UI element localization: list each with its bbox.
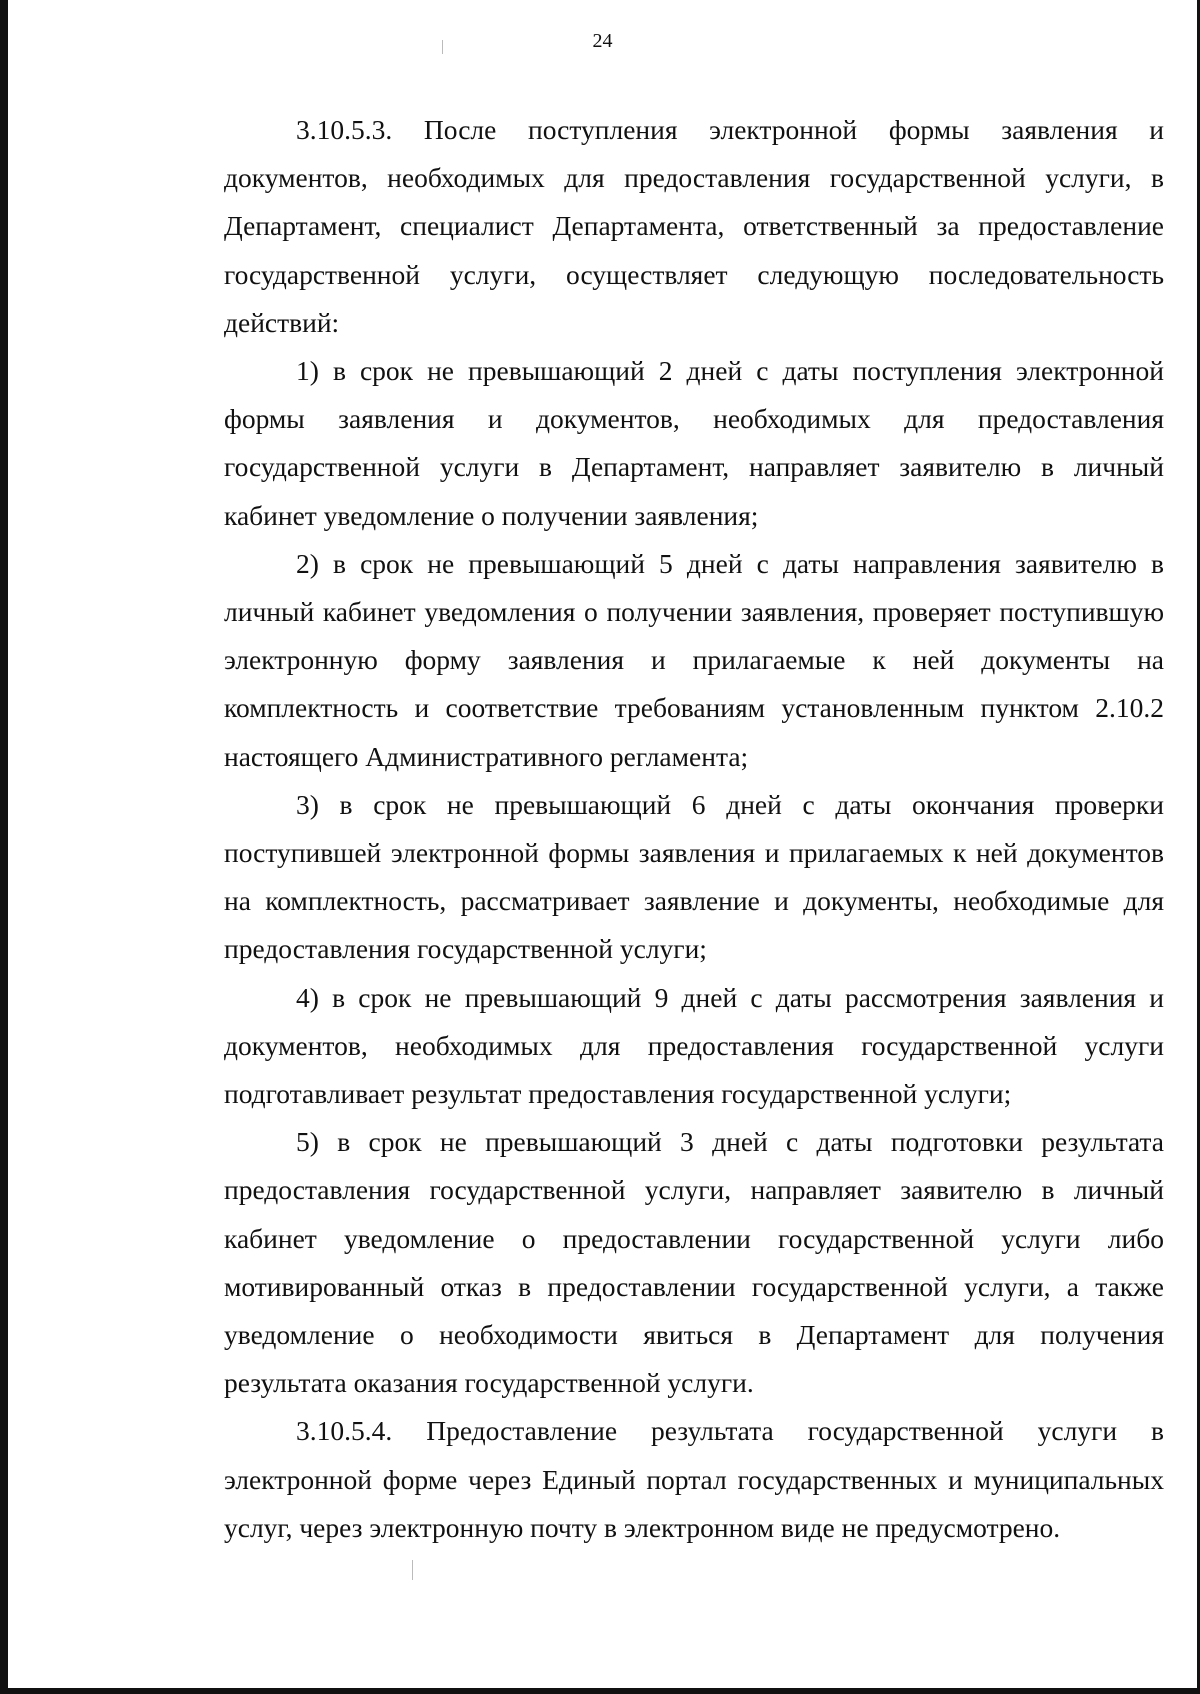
list-item-3: 3) в срок не превышающий 6 дней с даты окончания проверки поступившей электронной формы заявления и прилагаемых к ней документов на комплектность, рассматривает заявление и документы, необходимые для предоставления государственной услуги; (224, 788, 1164, 965)
list-item-5: 5) в срок не превышающий 3 дней с даты подготовки результата предоставления государственной услуги, направляет заявителю в личный кабинет уведомление о предоставлении государственной услуги либо мотивированный отказ в предоставлении государственной услуги, а также уведомление о необходимости явиться в Департамент для получения результата оказания государственной услуги. (224, 1126, 1164, 1399)
list-item-4: 4) в срок не превышающий 9 дней с даты рассмотрения заявления и документов, необходимых для предоставления государственной услуги подготавливает результат предоставления государственной услуги; (224, 981, 1164, 1110)
scan-speck (412, 1560, 413, 1580)
list-item-2: 2) в срок не превышающий 5 дней с даты направления заявителю в личный кабинет уведомления о получении заявления, проверяет поступившую электронную форму заявления и прилагаемые к ней документы на комплектность и соответствие требованиям установленным пунктом 2.10.2 настоящего Административного регламента; (224, 547, 1164, 772)
document-body (224, 106, 1164, 1552)
paragraph-3-10-5-4: 3.10.5.4. Предоставление результата государственной услуги в электронной форме через Единый портал государственных и муниципальных услуг, через электронную почту в электронном виде не предусмотрено. (224, 1415, 1164, 1543)
list-item-1: 1) в срок не превышающий 2 дней с даты поступления электронной формы заявления и документов, необходимых для предоставления государственной услуги в Департамент, направляет заявителю в личный кабинет уведомление о получении заявления; (224, 355, 1164, 531)
page-number: 24 (592, 30, 613, 52)
paragraph-3-10-5-3: 3.10.5.3. После поступления электронной формы заявления и документов, необходимых для предоставления государственной услуги, в Департамент, специалист Департамента, ответственный за предоставление государственной услуги, осуществляет следующую последовательность действий: (224, 114, 1164, 338)
